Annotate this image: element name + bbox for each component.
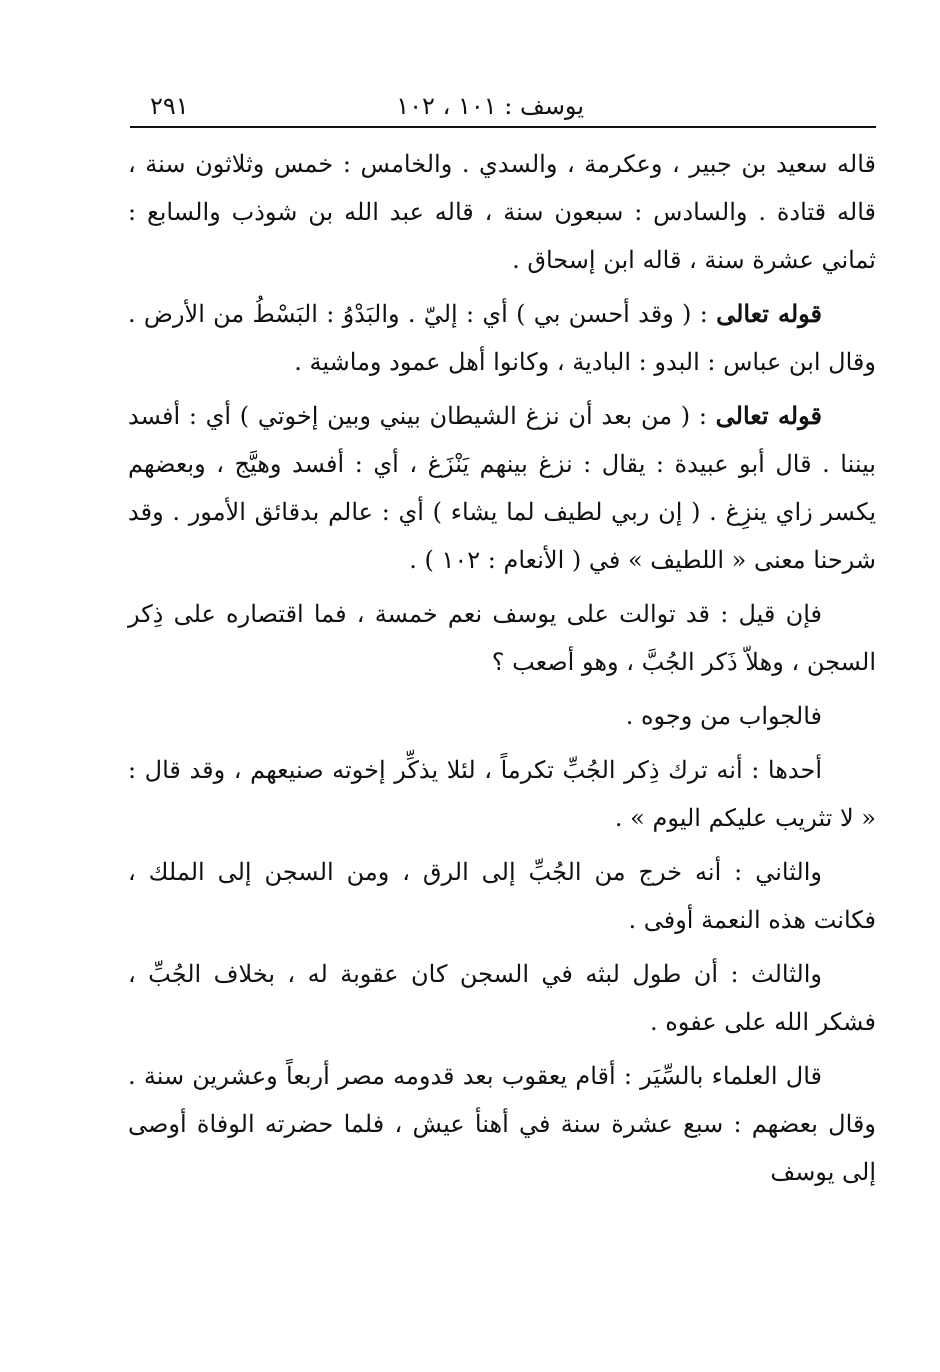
paragraph	[128, 590, 876, 686]
paragraph-text: قال العلماء بالسِّيَر : أقام يعقوب بعد قدومه مصر أربعاً وعشرين سنة . وقال بعضهم : سبع عشرة سنة في أهنأ عيش ، فلما حضرته الوفاة أوصى إلى يوسف	[128, 1062, 876, 1186]
paragraph	[128, 392, 876, 584]
paragraph-lead: قوله تعالى	[716, 299, 822, 328]
body-text	[128, 140, 876, 1202]
paragraph-text: والثاني : أنه خرج من الجُبِّ إلى الرق ، ومن السجن إلى الملك ، فكانت هذه النعمة أوفى .	[128, 858, 876, 934]
paragraph-text: : ( وقد أحسن بي ) أي : إليّ . والبَدْوُ : البَسْطُ من الأرض . وقال ابن عباس : البدو : البادية ، وكانوا أهل عمود وماشية .	[128, 300, 876, 376]
paragraph	[128, 746, 876, 842]
paragraph	[128, 848, 876, 944]
paragraph	[128, 950, 876, 1046]
paragraph-text: فالجواب من وجوه .	[625, 702, 822, 730]
paragraph-text: فإن قيل : قد توالت على يوسف نعم خمسة ، فما اقتصاره على ذِكر السجن ، وهلاّ ذَكر الجُبَّ ، وهو أصعب ؟	[128, 600, 876, 676]
paragraph	[128, 140, 876, 284]
paragraph-lead: قوله تعالى	[715, 401, 822, 430]
paragraph	[128, 290, 876, 386]
page-number: ٢٩١	[150, 92, 189, 120]
paragraph-text: أحدها : أنه ترك ذِكر الجُبِّ تكرماً ، لئلا يذكِّر إخوته صنيعهم ، وقد قال : « لا تثريب عليكم اليوم » .	[128, 756, 876, 832]
paragraph-text: والثالث : أن طول لبثه في السجن كان عقوبة له ، بخلاف الجُبِّ ، فشكر الله على عفوه .	[128, 960, 876, 1036]
paragraph-text: قاله سعيد بن جبير ، وعكرمة ، والسدي . والخامس : خمس وثلاثون سنة ، قاله قتادة . والسادس : سبعون سنة ، قاله عبد الله بن شوذب والسابع : ثماني عشرة سنة ، قاله ابن إسحاق .	[128, 150, 876, 274]
paragraph	[128, 692, 876, 740]
chapter-verse-title: يوسف : ١٠١ ، ١٠٢	[396, 92, 584, 120]
paragraph	[128, 1052, 876, 1196]
running-header	[130, 88, 876, 124]
header-divider	[130, 126, 876, 128]
paragraph-text: : ( من بعد أن نزغ الشيطان بيني وبين إخوتي ) أي : أفسد بيننا . قال أبو عبيدة : يقال : نزغ بينهم يَنْزَغ ، أي : أفسد وهيَّج ، وبعضهم يكسر زاي ينزِغ . ( إن ربي لطيف لما يشاء ) أي : عالم بدقائق الأمور . وقد شرحنا معنى « اللطيف » في ( الأنعام : ١٠٢ ) .	[128, 402, 877, 574]
